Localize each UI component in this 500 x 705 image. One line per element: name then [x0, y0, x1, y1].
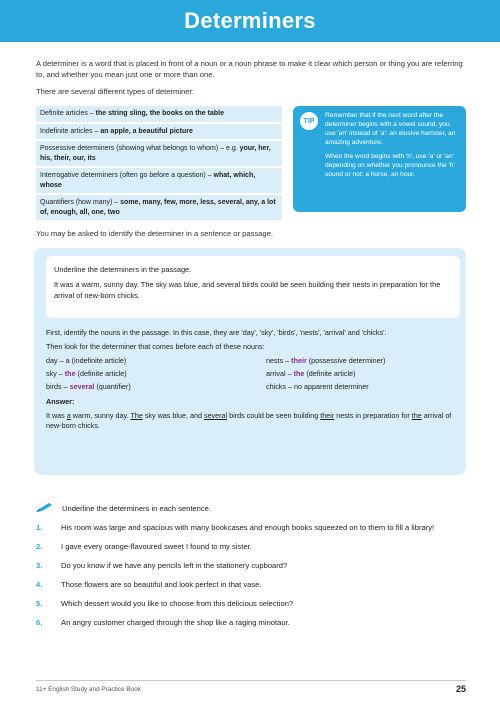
exercise-instruction-text: Underline the determiners in each sentence.: [62, 503, 212, 513]
pair-note: (quantifier): [94, 382, 131, 391]
type-label: Quantifiers (how many) –: [40, 199, 121, 206]
pair-note: (indefinite article): [69, 356, 127, 365]
intro-paragraph: A determiner is a word that is placed in front of a noun or a noun phrase to make it clear which person or thing you are referring to, and whether you mean just one or more than one.: [36, 59, 463, 79]
tip-box: [293, 106, 466, 212]
pair-determiner: their: [291, 356, 307, 365]
tip-text-1: Remember that if the next word after the determiner begins with a vowel sound, you use 'an' instead of 'a': an elusive hamster, an amazing adventure.: [325, 112, 456, 146]
pair-determiner: several: [69, 382, 95, 391]
may-be-asked: You may be asked to identify the determiner in a sentence or passage.: [36, 229, 273, 238]
footer-divider: [36, 680, 466, 681]
underlined-determiner: the: [411, 410, 422, 420]
question-item: [36, 617, 466, 628]
pair-item: [266, 356, 456, 366]
noun-determiner-grid: [46, 356, 460, 392]
answer-part: sky was blue, and: [142, 410, 204, 420]
question-item: [36, 541, 466, 552]
question-number: 2.: [36, 542, 43, 551]
worked-example-steps: [46, 328, 460, 435]
pair-note: (definite article): [304, 369, 356, 378]
pair-noun: day –: [46, 356, 66, 365]
pair-noun: nests –: [266, 356, 292, 365]
question-number: 5.: [36, 599, 43, 608]
intro: [36, 58, 466, 103]
pair-item: [46, 356, 266, 366]
underlined-determiner: a: [66, 410, 71, 420]
pair-note: (possessive determiner): [306, 356, 386, 365]
type-label: Interrogative determiners (often go before a question) –: [40, 172, 214, 179]
pair-noun: sky –: [46, 369, 65, 378]
type-interrogative: [36, 168, 282, 193]
answer-text: [46, 411, 460, 432]
answer-part: arrival of new-born chicks.: [46, 410, 452, 430]
type-examples: an apple, a beautiful picture: [100, 127, 193, 135]
question-item: [36, 579, 466, 590]
question-text[interactable]: Those flowers are so beautiful and look perfect in that vase.: [61, 580, 262, 589]
tip-icon: TIP: [300, 112, 318, 130]
answer-part: It was: [46, 410, 67, 420]
underlined-determiner: their: [320, 410, 335, 420]
question-text[interactable]: An angry customer charged through the shop like a raging minotaur.: [61, 618, 290, 627]
type-possessive: [36, 141, 282, 166]
pair-item: [266, 369, 456, 379]
question-number: 4.: [36, 580, 43, 589]
question-item: [36, 522, 466, 533]
example-passage: It was a warm, sunny day. The sky was blue, and several birds could be seen building their nests in preparation for the arrival of new-born chicks.: [54, 280, 441, 300]
tip-text-2: When the word begins with 'h', use 'a' or 'an' depending on whether you pronounce the 'h' sound or not: a horse, an hour.: [325, 153, 455, 178]
question-number: 6.: [36, 618, 43, 627]
book-title: 11+ English Study and Practice Book: [36, 686, 141, 693]
type-examples: the string sling, the books on the table: [95, 110, 224, 117]
question-text[interactable]: His room was large and spacious with many bookcases and enough books squeezed on to them to fill a library!: [61, 523, 435, 532]
example-instruction: Underline the determiners in the passage.: [54, 265, 192, 274]
question-number: 1.: [36, 523, 43, 532]
type-indefinite: [36, 124, 282, 140]
types-lead: There are several different types of determiner:: [36, 87, 195, 96]
exercise-instruction: [36, 503, 211, 513]
exercise-questions: [36, 522, 466, 636]
example-step-2: Then look for the determiner that comes before each of these nouns:: [46, 341, 265, 351]
type-quantifiers: [36, 195, 282, 220]
example-passage-box: [46, 256, 460, 318]
pair-determiner: the: [64, 369, 76, 378]
question-text[interactable]: I gave every orange-flavoured sweet I found to my sister.: [61, 542, 252, 551]
pair-noun: chicks – no apparent determiner: [266, 382, 369, 391]
question-item: [36, 560, 466, 571]
page-header: [0, 0, 500, 42]
pair-item: [46, 382, 266, 392]
pair-item: [46, 369, 266, 379]
question-text[interactable]: Which dessert would you like to choose from this delicious selection?: [61, 599, 294, 608]
determiner-types-list: [36, 106, 282, 222]
underlined-determiner: The: [130, 410, 143, 420]
example-step-1: First, identify the nouns in the passage. In this case, they are 'day', 'sky', 'birds', 'nests', 'arrival' and 'chicks'.: [46, 328, 387, 337]
pair-determiner: the: [293, 369, 305, 378]
question-number: 3.: [36, 561, 43, 570]
page-title: Determiners: [184, 8, 316, 33]
pair-note: (definite article): [75, 369, 127, 378]
question-item: [36, 598, 466, 609]
answer-part: warm, sunny day.: [70, 410, 131, 420]
page-number: 25: [455, 684, 466, 694]
pair-noun: birds –: [46, 382, 70, 391]
pair-noun: arrival –: [266, 369, 294, 378]
type-label: Possessive determiners (showing what belongs to whom) – e.g.: [40, 145, 240, 152]
type-label: Indefinite articles –: [40, 127, 101, 135]
pair-item: [266, 382, 456, 392]
question-text[interactable]: Do you know if we have any pencils left in the stationery cupboard?: [61, 561, 288, 570]
underlined-determiner: several: [203, 410, 228, 420]
type-examples: some, many, few, more, less, several, any, a lot of, enough, all, one, two: [40, 199, 276, 216]
type-examples: your, her, his, their, our, its: [40, 145, 271, 162]
answer-part: birds could be seen building: [227, 410, 321, 420]
answer-part: nests in preparation for: [334, 410, 412, 420]
type-examples: what, which, whose: [40, 172, 256, 189]
type-definite: [36, 106, 282, 122]
type-label: Definite articles –: [40, 110, 96, 117]
pencil-icon: [36, 503, 54, 513]
answer-label: Answer:: [46, 397, 75, 406]
pair-determiner: a: [65, 356, 70, 365]
